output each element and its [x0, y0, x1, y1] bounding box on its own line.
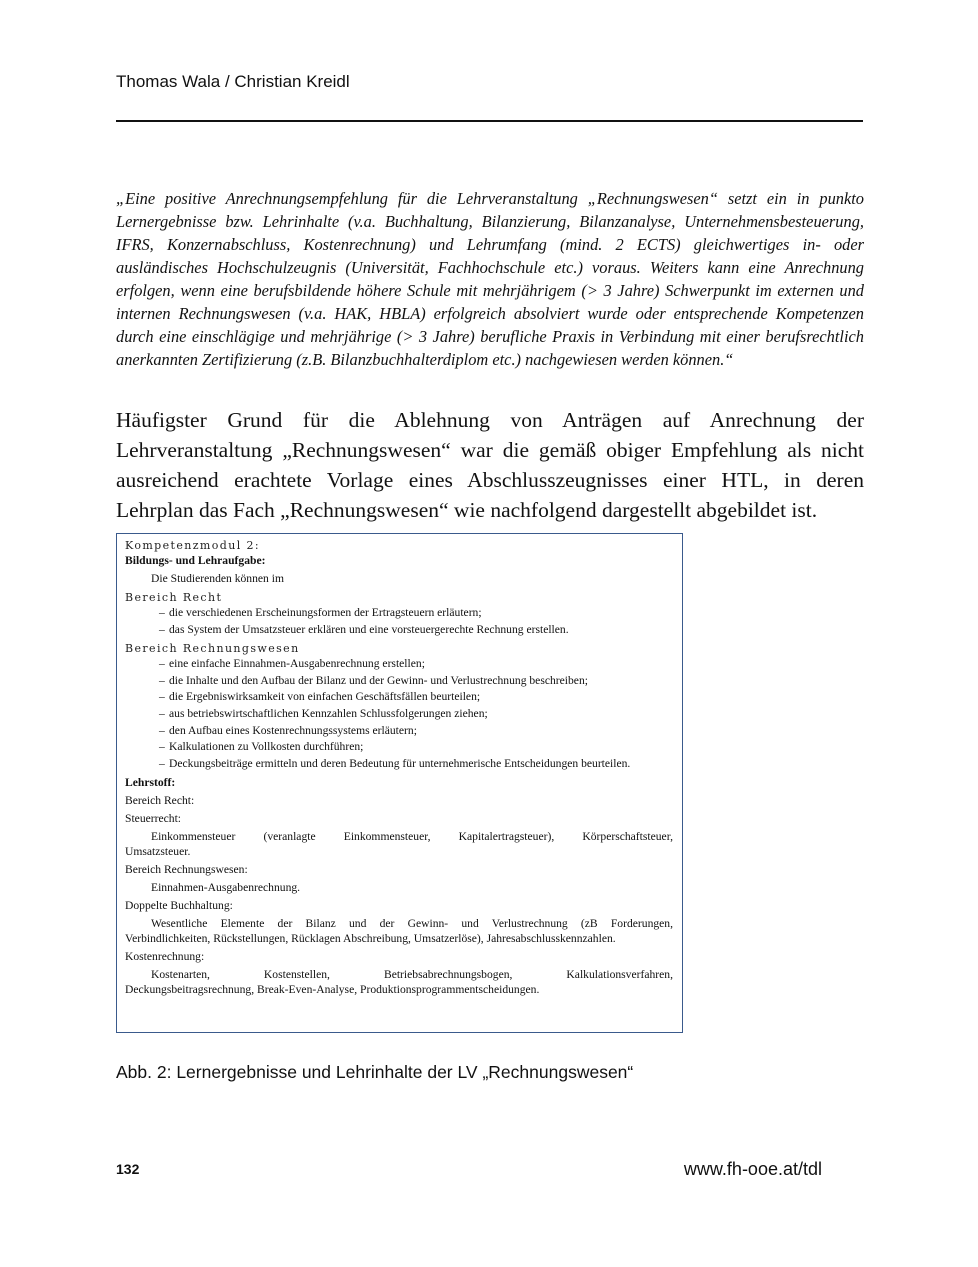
figure-steuerrecht-text-1: Einkommensteuer (veranlagte Einkommensteuer, Kapitalertragsteuer), Körperschaftsteuer,	[151, 829, 673, 843]
figure-doppelte-text-2: Verbindlichkeiten, Rückstellungen, Rücklagen Abschreibung, Umsatzerlöse), Jahresabschlusskennzahlen.	[125, 931, 616, 945]
figure-lehrstoff-rw: Bereich Rechnungswesen:	[125, 862, 248, 876]
list-item: – Kalkulationen zu Vollkosten durchführen;	[159, 740, 364, 754]
list-item: – die Ergebniswirksamkeit von einfachen Geschäftsfällen beurteilen;	[159, 690, 481, 704]
list-item: – das System der Umsatzsteuer erklären und eine vorsteuergerechte Rechnung erstellen.	[159, 622, 569, 636]
figure-recht-list	[125, 605, 673, 638]
figure-lehrstoff-recht: Bereich Recht:	[125, 793, 195, 807]
figure-caption: Abb. 2: Lernergebnisse und Lehrinhalte der LV „Rechnungswesen“	[116, 1062, 634, 1082]
figure-intro: Die Studierenden können im	[151, 572, 284, 585]
figure-lehrstoff-heading: Lehrstoff:	[125, 775, 176, 789]
body-paragraph: Häufigster Grund für die Ablehnung von Anträgen auf Anrechnung der Lehrveranstaltung „Rechnungswesen“ war die gemäß obiger Empfehlung als nicht ausreichend erachtete Vorlage eines Abschlusszeugnisses einer HTL, in deren Lehrplan das Fach „Rechnungswesen“ wie nachfolgend dargestellt abgebildet ist.	[116, 408, 864, 522]
list-item: – die Inhalte und den Aufbau der Bilanz und der Gewinn- und Verlustrechnung beschreiben;	[159, 673, 588, 687]
figure-ear: Einnahmen-Ausgabenrechnung.	[151, 880, 301, 894]
figure-steuerrecht: Steuerrecht:	[125, 811, 182, 825]
list-item: – den Aufbau eines Kostenrechnungssystems erläutern;	[159, 723, 417, 737]
figure-module-title: Kompetenzmodul 2:	[125, 539, 261, 552]
figure-kostenrechnung: Kostenrechnung:	[125, 949, 205, 963]
list-item: – aus betriebswirtschaftlichen Kennzahlen Schlussfolgerungen ziehen;	[159, 706, 488, 720]
quote-block: „Eine positive Anrechnungsempfehlung für die Lehrveranstaltung „Rechnungswesen“ setzt ein in punkto Lernergebnisse bzw. Lehrinhalte (v.a. Buchhaltung, Bilanzierung, Bilanzanalyse, Unternehmensbesteuerung, IFRS, Konzernabschluss, Kostenrechnung) und Lehrumfang (mind. 2 ECTS) gleichwertiges in- oder ausländisches Hochschulzeugnis (Universität, Fachhochschule etc.) voraus. Weiters kann eine Anrechnung erfolgen, wenn eine berufsbildende höhere Schule mit mehrjährigem (> 3 Jahre) Schwerpunkt im externen und internen Rechnungswesen (v.a. HAK, HBLA) erfolgreich absolviert wurde oder entsprechende Kompetenzen durch eine einschlägige und mehrjährige (> 3 Jahre) berufliche Praxis in Verbindung mit einer berufsrechtlich anerkannten Zertifizierung (z.B. Bilanzbuchhalterdiplom etc.) nachgewiesen werden können.“	[116, 189, 864, 369]
figure-curriculum-excerpt	[116, 533, 683, 1033]
footer-url: www.fh-ooe.at/tdl	[683, 1159, 822, 1179]
running-header: Thomas Wala / Christian Kreidl	[116, 72, 350, 91]
list-item: – eine einfache Einnahmen-Ausgabenrechnung erstellen;	[159, 657, 425, 671]
list-item: – Deckungsbeiträge ermitteln und deren Bedeutung für unternehmerische Entscheidungen beurteilen.	[159, 756, 631, 770]
figure-doppelte: Doppelte Buchhaltung:	[125, 898, 233, 912]
page-number: 132	[116, 1161, 140, 1177]
figure-steuerrecht-text-2: Umsatzsteuer.	[125, 844, 191, 858]
figure-bildung-heading: Bildungs- und Lehraufgabe:	[125, 554, 266, 567]
figure-rw-heading: Bereich Rechnungswesen	[125, 642, 300, 656]
figure-doppelte-text-1: Wesentliche Elemente der Bilanz und der Gewinn- und Verlustrechnung (zB Forderungen,	[151, 916, 673, 930]
figure-kosten-text-1: Kostenarten, Kostenstellen, Betriebsabrechnungsbogen, Kalkulationsverfahren,	[151, 967, 673, 981]
list-item: – die verschiedenen Erscheinungsformen der Ertragsteuern erläutern;	[159, 606, 482, 619]
figure-kosten-text-2: Deckungsbeitragsrechnung, Break-Even-Analyse, Produktionsprogrammentscheidungen.	[125, 982, 540, 996]
figure-recht-heading: Bereich Recht	[125, 591, 223, 604]
figure-rw-list	[125, 656, 673, 771]
header-rule	[116, 120, 863, 122]
